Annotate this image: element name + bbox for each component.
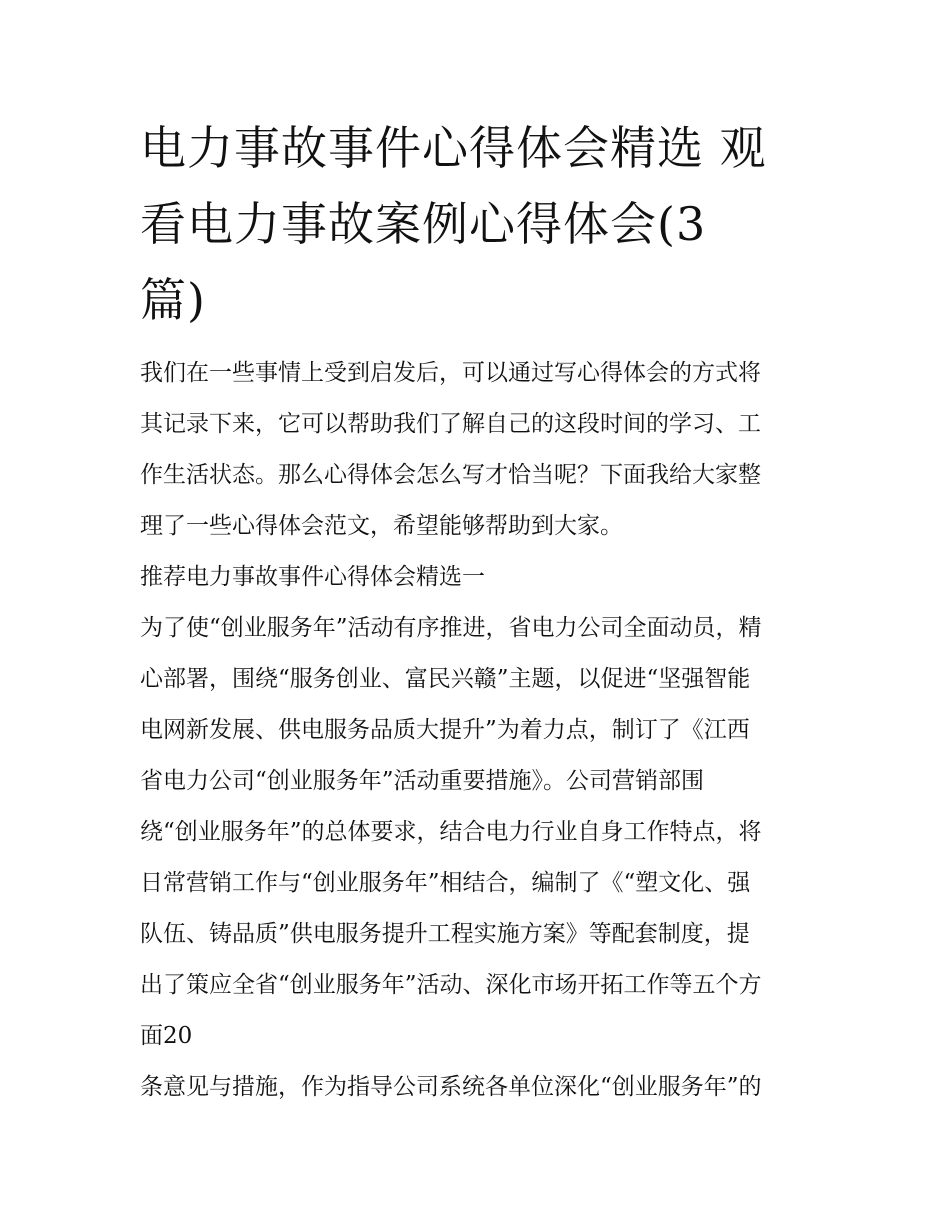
intro-line: 其记录下来，它可以帮助我们了解自己的这段时间的学习、工 (140, 411, 761, 437)
title-line: 电力事故事件心得体会精选 观 (140, 121, 767, 175)
document-page (140, 110, 816, 1113)
intro-line: 我们在一些事情上受到启发后，可以通过写心得体会的方式将 (140, 360, 761, 386)
paragraph-line: 面20 (140, 1023, 193, 1049)
paragraph-line: 日常营销工作与“创业服务年”相结合，编制了《“塑文化、强 (140, 870, 751, 896)
paragraph-line: 绕“创业服务年”的总体要求，结合电力行业自身工作特点，将 (140, 819, 762, 845)
intro-line: 理了一些心得体会范文，希望能够帮助到大家。 (140, 513, 623, 539)
paragraph-line: 出了策应全省“创业服务年”活动、深化市场开拓工作等五个方 (140, 972, 762, 998)
document-body (140, 348, 816, 1113)
paragraph-line: 条意见与措施，作为指导公司系统各单位深化“创业服务年”的 (140, 1074, 762, 1100)
intro-line: 作生活状态。那么心得体会怎么写才恰当呢？下面我给大家整 (140, 462, 761, 488)
paragraph-line: 队伍、铸品质”供电服务提升工程实施方案》等配套制度，提 (140, 921, 750, 947)
paragraph-line: 省电力公司“创业服务年”活动重要措施》。公司营销部围 (140, 768, 705, 794)
paragraph-line: 心部署，围绕“服务创业、富民兴赣”主题，以促进“坚强智能 (140, 666, 751, 692)
paragraph-line: 为了使“创业服务年”活动有序推进，省电力公司全面动员，精 (140, 615, 762, 641)
paragraph-line: 电网新发展、供电服务品质大提升”为着力点，制订了《江西 (140, 717, 750, 743)
title-line: 看电力事故案例心得体会(3 (140, 197, 707, 251)
section-heading: 推荐电力事故事件心得体会精选一 (140, 564, 485, 590)
title-line: 篇) (140, 273, 206, 327)
document-title (140, 110, 816, 338)
